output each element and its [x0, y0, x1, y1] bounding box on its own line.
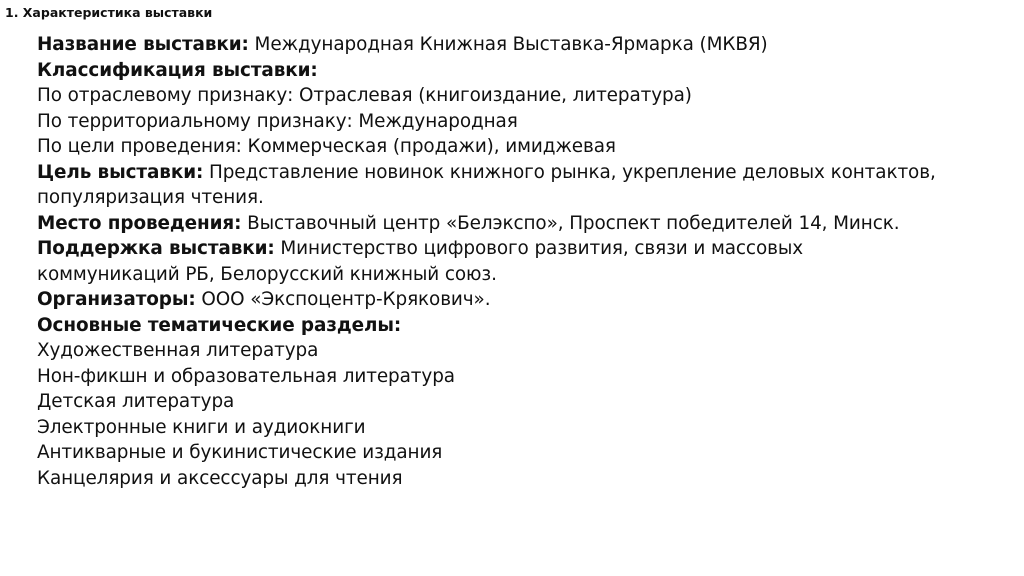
organizers-row [37, 287, 1017, 313]
organizers-label: Организаторы: [37, 289, 196, 310]
slide-heading: 1. Характеристика выставки [5, 5, 213, 20]
goal-value: Представление новинок книжного рынка, укрепление деловых контактов, популяризация чтения. [37, 161, 936, 208]
list-item: Электронные книги и аудиокниги [37, 416, 366, 438]
support-row [37, 236, 887, 287]
classification-item-territory: По территориальному признаку: Международная [37, 110, 518, 132]
list-item: Нон-фикшн и образовательная литература [37, 365, 455, 387]
list-item: Художественная литература [37, 340, 319, 361]
exhibition-name-row [37, 32, 1017, 58]
venue-value: Выставочный центр «Белэкспо», Проспект победителей 14, Минск. [241, 212, 900, 234]
sections-list [37, 338, 1017, 491]
exhibition-name-label: Название выставки: [37, 34, 249, 55]
sections-label: Основные тематические разделы: [37, 314, 402, 336]
support-label: Поддержка выставки: [37, 238, 275, 259]
goal-row [37, 160, 1012, 211]
classification-item-purpose: По цели проведения: Коммерческая (продажи), имиджевая [37, 136, 616, 157]
support-value: Министерство цифрового развития, связи и массовых коммуникаций РБ, Белорусский книжный союз. [37, 238, 804, 285]
organizers-value: ООО «Экспоцентр-Крякович». [195, 289, 491, 310]
classification-item-industry: По отраслевому признаку: Отраслевая (книгоиздание, литература) [37, 85, 692, 106]
list-item: Детская литература [37, 391, 235, 412]
exhibition-name-value: Международная Книжная Выставка-Ярмарка (МКВЯ) [248, 34, 768, 55]
classification-label: Классификация выставки: [37, 59, 318, 81]
slide-body [37, 32, 1017, 491]
list-item: Канцелярия и аксессуары для чтения [37, 467, 403, 489]
list-item: Антикварные и букинистические издания [37, 442, 443, 463]
goal-label: Цель выставки: [37, 161, 204, 183]
venue-label: Место проведения: [37, 212, 242, 234]
venue-row [37, 211, 1017, 237]
